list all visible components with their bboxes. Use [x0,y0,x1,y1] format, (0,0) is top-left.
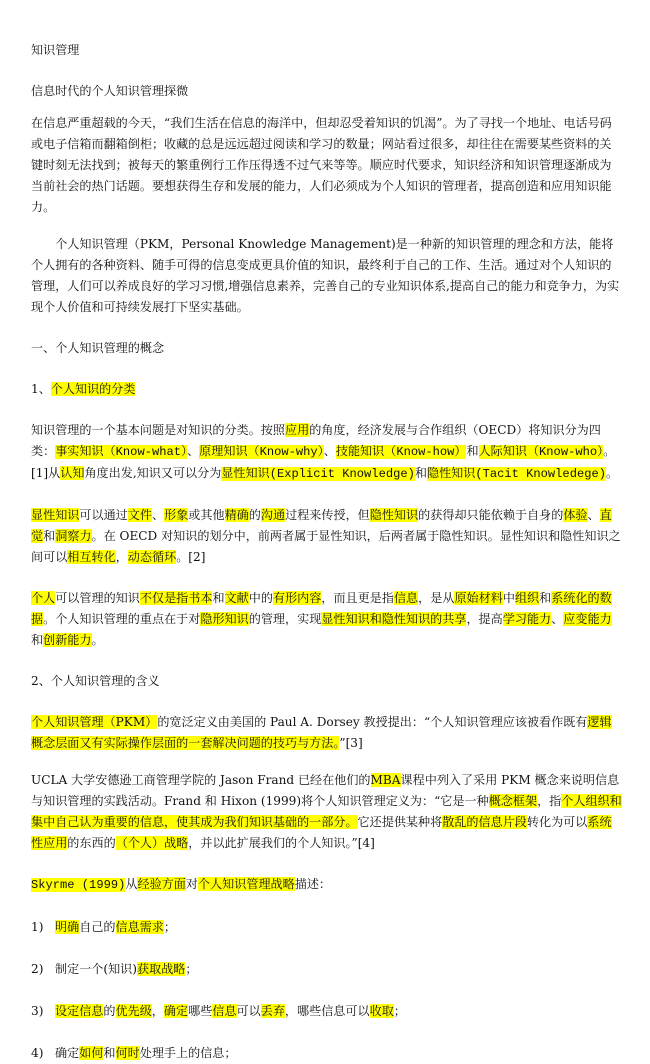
subsection-title: 个人知识的分类 [50,382,136,396]
classification-paragraph: 知识管理的一个基本问题是对知识的分类。按照应用的角度，经济发展与合作组织（OECD）将知识分为四类：事实知识（Know-what）、原理知识（Know-why）、技能知识（Know-how）和人际知识（Know-who）。[1]从认知角度出发,知识又可以分为显性知识(Explicit Knowledge)和隐性知识(Tacit Knowledege)。 [31,423,619,481]
pkm-definition-paragraph: 个人知识管理（PKM，Personal Knowledge Management)是一种新的知识管理的理念和方法，能将个人拥有的各种资料、随手可得的信息变成更具价值的知识，最终利于自己的工作、生活。通过对个人知识的管理，人们可以养成良好的学习习惯,增强信息素养，完善自己的专业知识体系,提高自己的能力和竞争力，为实现个人价值和可持续发展打下坚实基础。 [31,237,620,314]
list-item: 1) 明确自己的信息需求； [31,920,176,934]
explicit-tacit-paragraph: 显性知识可以通过文件、形象或其他精确的沟通过程来传授，但隐性知识的获得却只能依赖于自身的体验、直觉和洞察力。在 OECD 对知识的划分中，前两者属于显性知识，后两者属于隐性知识。显性知识和隐性知识之间可以相互转化，动态循环。[2] [31,508,621,564]
subsection-heading-classification [31,379,623,400]
subsection-heading-meaning: 2、个人知识管理的含义 [31,674,160,688]
personal-knowledge-paragraph: 个人可以管理的知识不仅是指书本和文献中的有形内容，而且更是指信息，是从原始材料中组织和系统化的数据。个人知识管理的重点在于对隐形知识的管理，实现显性知识和隐性知识的共享，提高学习能力、应变能力和创新能力。 [31,591,612,647]
list-item: 3) 设定信息的优先级，确定哪些信息可以丢弃，哪些信息可以收取； [31,1004,406,1018]
intro-paragraph: 在信息严重超载的今天，“我们生活在信息的海洋中，但却忍受着知识的饥渴”。为了寻找一个地址、电话号码或电子信箱而翻箱倒柜；收藏的总是远远超过阅读和学习的数量；网站看过很多，却往往在需要某些资料的关键时刻无法找到；被每天的繁重例行工作压得透不过气来等等。顺应时代要求，知识经济和知识管理逐渐成为当前社会的热门话题。要想获得生存和发展的能力，人们必须成为个人知识的管理者，提高创造和应用知识能力。 [31,116,612,214]
doc-subtitle: 信息时代的个人知识管理探微 [31,84,189,98]
list-item: 2) 制定一个(知识)获取战略； [31,962,198,976]
doc-title: 知识管理 [31,43,80,57]
frand-definition-paragraph: UCLA 大学安德逊工商管理学院的 Jason Frand 已经在他们的MBA课程中列入了采用 PKM 概念来说明信息与知识管理的实践活动。Frand 和 Hixon (1999)将个人知识管理定义为：“它是一种概念框架，指个人组织和集中自己认为重要的信息，使其成为我们知识基础的一部分。它还提供某种将散乱的信息片段转化为可以系统性应用的东西的（个人）战略，并以此扩展我们的个人知识。”[4] [31,773,622,850]
dorsey-definition-paragraph: 个人知识管理（PKM）的宽泛定义由美国的 Paul A. Dorsey 教授提出：“个人知识管理应该被看作既有逻辑概念层面又有实际操作层面的一套解决问题的技巧与方法。”[3] [31,715,612,750]
section-heading-concept: 一、个人知识管理的概念 [31,341,165,355]
list-item: 4) 确定如何和何时处理手上的信息； [31,1046,237,1060]
skyrme-intro-paragraph: Skyrme (1999)从经验方面对个人知识管理战略描述： [31,877,332,892]
subsection-number: 1、 [31,382,51,396]
document-page [31,40,623,1064]
